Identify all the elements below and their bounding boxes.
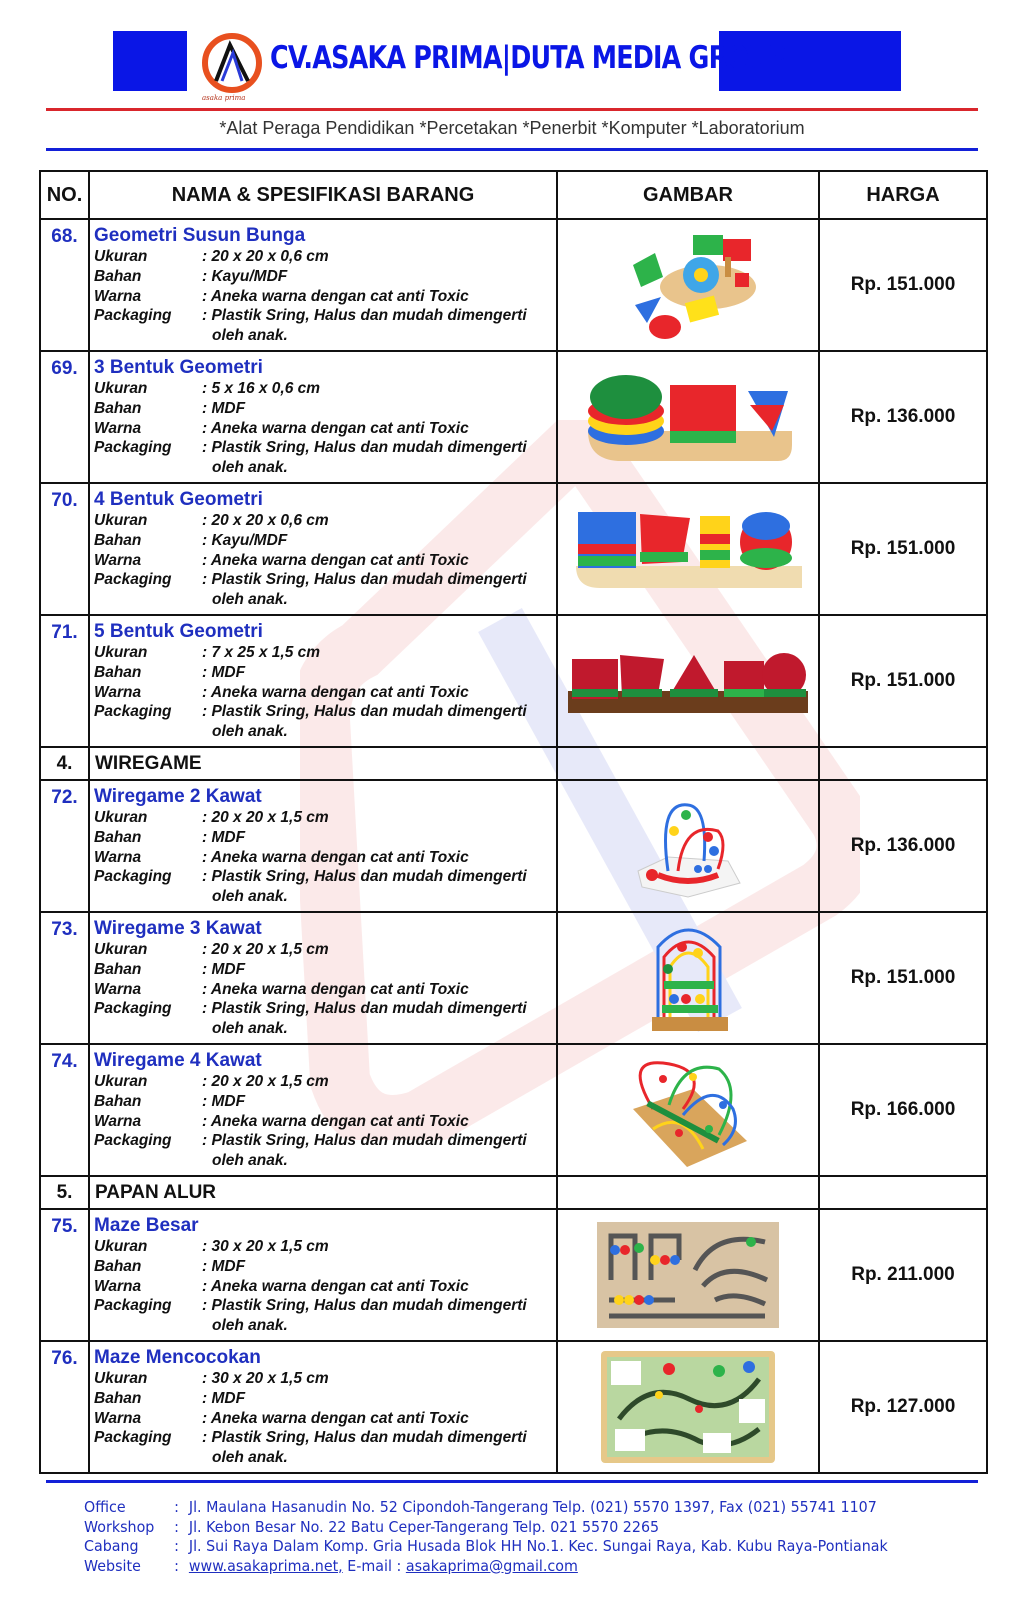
spec-value: : Kayu/MDF [202,531,288,549]
spec-label: Ukuran [94,1073,148,1090]
spec-label: Bahan [94,399,142,417]
empty-cell [819,747,987,780]
spec-value: : 20 x 20 x 1,5 cm [202,1073,329,1090]
item-title: 3 Bentuk Geometri [94,357,263,378]
branch-address: Jl. Sui Raya Dalam Komp. Gria Husada Blok HH No.1. Kec. Sungai Raya, Kab. Kubu Raya-Pontianak [188,1537,888,1555]
company-logo-icon [200,28,264,104]
spec-value: oleh anak. [212,459,288,477]
item-title: Geometri Susun Bunga [94,225,306,246]
spec-value: oleh anak. [212,591,288,609]
item-title: 5 Bentuk Geometri [94,621,263,642]
spec-label: Packaging [94,571,172,589]
product-image-5-bentuk-geometri [557,615,819,747]
office-address: Jl. Maulana Hasanudin No. 52 Cipondoh-Tangerang Telp. (021) 5570 1397, Fax (021) 55741 1107 [188,1498,877,1516]
item-price: Rp. 136.000 [819,780,987,912]
table-row [40,1341,987,1473]
product-image-wiregame-2-kawat [557,780,819,912]
section-title: PAPAN ALUR [89,1176,557,1209]
item-price: Rp. 151.000 [819,912,987,1044]
item-title: Wiregame 3 Kawat [94,918,262,939]
spec-value: : Aneka warna dengan cat anti Toxic [202,1277,469,1295]
item-spec [89,483,557,615]
footer-label: Workshop [84,1517,155,1536]
item-spec [89,1209,557,1341]
col-no-header: NO. [40,171,89,219]
item-price: Rp. 211.000 [819,1209,987,1341]
item-price: Rp. 151.000 [819,219,987,351]
spec-value: : MDF [202,960,246,978]
spec-value: : 20 x 20 x 1,5 cm [202,809,329,826]
footer-separator: : [174,1498,179,1516]
spec-value: : Aneka warna dengan cat anti Toxic [202,551,469,569]
spec-value: : Aneka warna dengan cat anti Toxic [202,1409,469,1427]
item-number: 72. [40,780,89,912]
footer-label: Office [84,1498,126,1516]
spec-label: Ukuran [94,644,148,661]
spec-label: Warna [94,551,142,569]
header-blue-block-left [113,31,187,91]
footer-separator: : [174,1556,179,1575]
footer-label: Website [84,1556,141,1575]
spec-value: : Kayu/MDF [202,267,288,285]
page-header [0,28,1024,102]
item-spec [89,780,557,912]
item-spec [89,615,557,747]
section-row [40,747,987,780]
item-title: Wiregame 4 Kawat [94,1050,262,1071]
item-spec [89,351,557,483]
item-number: 69. [40,351,89,483]
footer-separator: : [174,1537,179,1555]
spec-label: Bahan [94,1389,142,1407]
spec-value: : MDF [202,663,246,681]
spec-label: Ukuran [94,809,148,826]
item-title: Maze Besar [94,1215,199,1236]
spec-value: : 7 x 25 x 1,5 cm [202,644,321,661]
product-image-maze-mencocokan [557,1341,819,1473]
item-number: 73. [40,912,89,1044]
item-title: Maze Mencocokan [94,1347,261,1368]
table-row [40,1209,987,1341]
spec-label: Warna [94,1409,142,1427]
spec-label: Packaging [94,1429,172,1447]
spec-value: : 20 x 20 x 1,5 cm [202,941,329,958]
spec-value: : Aneka warna dengan cat anti Toxic [202,1112,469,1130]
product-table [39,170,988,1474]
section-row [40,1176,987,1209]
item-price: Rp. 151.000 [819,483,987,615]
empty-cell [557,1176,819,1209]
section-number: 4. [40,747,89,780]
spec-label: Bahan [94,960,142,978]
footer-blue-divider [46,1480,978,1483]
item-spec [89,912,557,1044]
spec-value: : 5 x 16 x 0,6 cm [202,380,321,397]
spec-label: Warna [94,287,142,305]
item-price: Rp. 136.000 [819,351,987,483]
tagline: *Alat Peraga Pendidikan *Percetakan *Penerbit *Komputer *Laboratorium [219,118,805,138]
spec-value: : Plastik Sring, Halus dan mudah dimengerti [202,1429,527,1447]
product-image-3-bentuk-geometri [557,351,819,483]
spec-label: Ukuran [94,512,148,529]
spec-label: Packaging [94,1000,172,1018]
spec-value: : Aneka warna dengan cat anti Toxic [202,848,469,866]
product-image-maze-besar [557,1209,819,1341]
spec-label: Bahan [94,663,142,681]
spec-label: Warna [94,419,142,437]
empty-cell [819,1176,987,1209]
header-red-divider [46,108,978,111]
item-title: Wiregame 2 Kawat [94,786,262,807]
spec-label: Packaging [94,439,172,457]
footer-separator: : [174,1517,179,1536]
spec-label: Ukuran [94,941,148,958]
item-number: 75. [40,1209,89,1341]
spec-value: : Aneka warna dengan cat anti Toxic [202,419,469,437]
item-number: 71. [40,615,89,747]
item-number: 74. [40,1044,89,1176]
email-link[interactable]: asakaprima@gmail.com [405,1556,578,1575]
item-price: Rp. 166.000 [819,1044,987,1176]
spec-value: : Plastik Sring, Halus dan mudah dimengerti [202,307,527,325]
spec-label: Ukuran [94,1370,148,1387]
spec-label: Ukuran [94,380,148,397]
company-name: CV.ASAKA PRIMA|DUTA MEDIA GROUP [270,40,786,76]
product-image-4-bentuk-geometri [557,483,819,615]
footer-contact [84,1498,888,1576]
email-label: E-mail : [347,1556,402,1575]
product-image-wiregame-4-kawat [557,1044,819,1176]
spec-value: : Plastik Sring, Halus dan mudah dimengerti [202,439,527,457]
table-row [40,483,987,615]
spec-value: : Plastik Sring, Halus dan mudah dimengerti [202,1132,527,1150]
spec-value: oleh anak. [212,1020,288,1038]
spec-label: Warna [94,1112,142,1130]
spec-label: Ukuran [94,1238,148,1255]
item-spec [89,1044,557,1176]
table-row [40,912,987,1044]
section-title: WIREGAME [89,747,557,780]
table-row [40,219,987,351]
item-spec [89,1341,557,1473]
spec-value: : Plastik Sring, Halus dan mudah dimengerti [202,571,527,589]
spec-value: : Aneka warna dengan cat anti Toxic [202,683,469,701]
table-header-row [40,171,987,219]
item-number: 70. [40,483,89,615]
spec-label: Bahan [94,267,142,285]
spec-value: oleh anak. [212,1449,288,1467]
spec-value: : 20 x 20 x 0,6 cm [202,512,329,529]
spec-label: Packaging [94,1132,172,1150]
spec-label: Ukuran [94,248,148,265]
table-row [40,1044,987,1176]
website-link[interactable]: www.asakaprima.net, [188,1556,343,1575]
logo-subtext: asaka prima [202,94,246,102]
table-row [40,615,987,747]
product-image-geometri-susun-bunga [557,219,819,351]
spec-label: Bahan [94,1257,142,1275]
spec-value: : Aneka warna dengan cat anti Toxic [202,980,469,998]
table-row [40,351,987,483]
item-title: 4 Bentuk Geometri [94,489,263,510]
product-image-wiregame-3-kawat [557,912,819,1044]
spec-label: Warna [94,980,142,998]
spec-label: Warna [94,683,142,701]
header-blue-divider [46,148,978,151]
spec-value: : Plastik Sring, Halus dan mudah dimengerti [202,868,527,886]
item-price: Rp. 151.000 [819,615,987,747]
spec-value: : MDF [202,828,246,846]
spec-label: Packaging [94,703,172,721]
spec-value: : 30 x 20 x 1,5 cm [202,1238,329,1255]
spec-label: Warna [94,1277,142,1295]
spec-value: : MDF [202,1389,246,1407]
spec-value: : Plastik Sring, Halus dan mudah dimengerti [202,703,527,721]
table-row [40,780,987,912]
section-number: 5. [40,1176,89,1209]
col-image-header: GAMBAR [557,171,819,219]
col-price-header: HARGA [819,171,987,219]
spec-value: : Aneka warna dengan cat anti Toxic [202,287,469,305]
spec-value: oleh anak. [212,327,288,345]
spec-label: Bahan [94,531,142,549]
item-spec [89,219,557,351]
spec-label: Warna [94,848,142,866]
item-price: Rp. 127.000 [819,1341,987,1473]
spec-label: Bahan [94,828,142,846]
spec-value: oleh anak. [212,888,288,906]
spec-value: : MDF [202,1257,246,1275]
empty-cell [557,747,819,780]
spec-value: : Plastik Sring, Halus dan mudah dimengerti [202,1000,527,1018]
spec-value: : MDF [202,1092,246,1110]
spec-value: oleh anak. [212,723,288,741]
spec-value: oleh anak. [212,1317,288,1335]
item-number: 76. [40,1341,89,1473]
col-name-header: NAMA & SPESIFIKASI BARANG [89,171,557,219]
spec-value: : MDF [202,399,246,417]
spec-label: Packaging [94,1297,172,1315]
spec-value: : 20 x 20 x 0,6 cm [202,248,329,265]
spec-value: oleh anak. [212,1152,288,1170]
spec-label: Packaging [94,307,172,325]
spec-label: Packaging [94,868,172,886]
spec-value: : 30 x 20 x 1,5 cm [202,1370,329,1387]
spec-label: Bahan [94,1092,142,1110]
footer-label: Cabang [84,1537,139,1555]
workshop-address: Jl. Kebon Besar No. 22 Batu Ceper-Tangerang Telp. 021 5570 2265 [188,1517,660,1536]
spec-value: : Plastik Sring, Halus dan mudah dimengerti [202,1297,527,1315]
item-number: 68. [40,219,89,351]
